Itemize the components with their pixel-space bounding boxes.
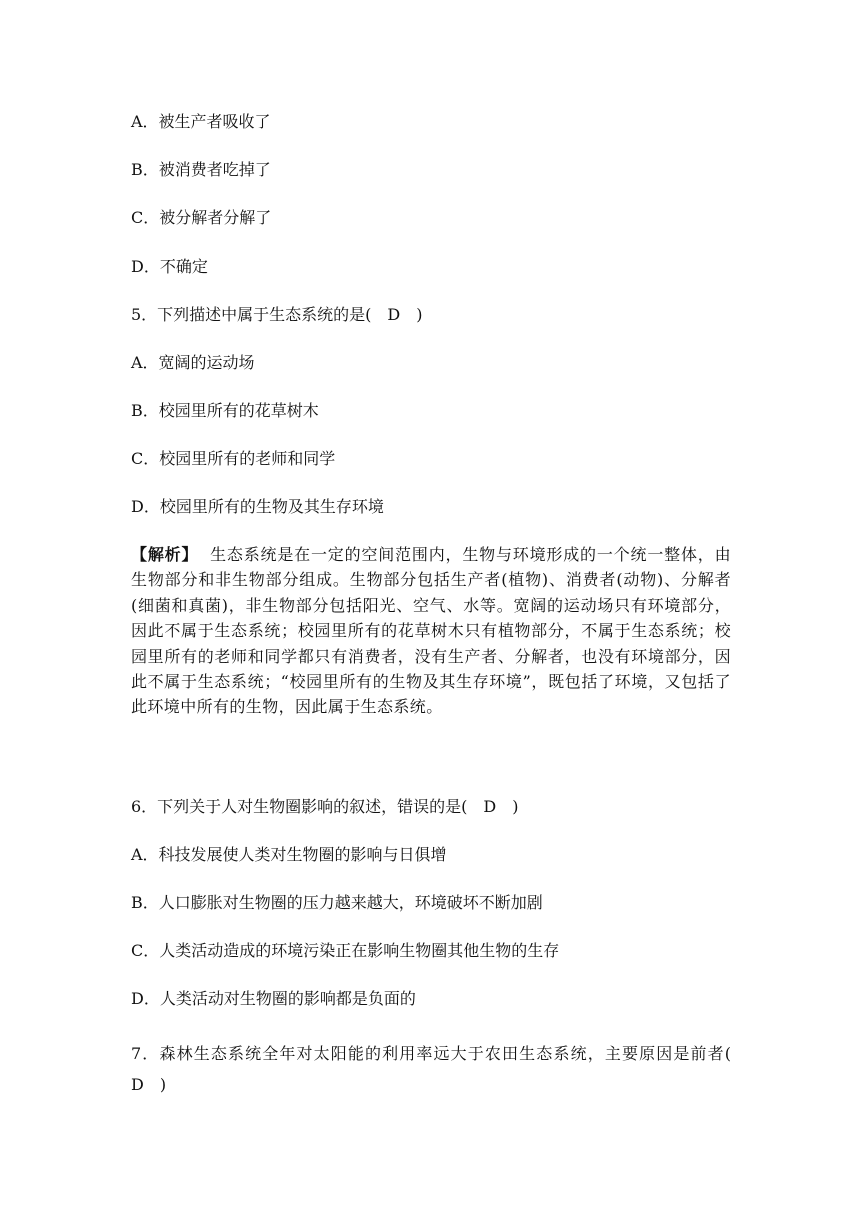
q5-option-c: C．校园里所有的老师和同学 (131, 449, 336, 468)
q4-option-b: B．被消费者吃掉了 (131, 160, 271, 179)
q6-stem: 6．下列关于人对生物圈影响的叙述，错误的是( D ) (131, 797, 519, 816)
q6-option-d: D．人类活动对生物圈的影响都是负面的 (131, 989, 416, 1008)
q5-stem: 5．下列描述中属于生态系统的是( D ) (131, 305, 423, 324)
q4-option-d: D．不确定 (131, 257, 208, 276)
q7-stem: 7．森林生态系统全年对太阳能的利用率远大于农田生态系统，主要原因是前者( D ) (131, 1044, 748, 1094)
q4-option-a: A．被生产者吸收了 (131, 112, 271, 131)
analysis-label: 【解析】 (131, 545, 199, 564)
q6-option-b: B．人口膨胀对生物圈的压力越来越大，环境破坏不断加剧 (131, 893, 543, 912)
q6-option-a: A．科技发展使人类对生物圈的影响与日俱增 (131, 845, 447, 864)
q5-option-b: B．校园里所有的花草树木 (131, 401, 319, 420)
q6-option-c: C．人类活动造成的环境污染正在影响生物圈其他生物的生存 (131, 941, 560, 960)
q5-option-a: A．宽阔的运动场 (131, 353, 255, 372)
q5-analysis (131, 542, 731, 720)
q4-option-c: C．被分解者分解了 (131, 208, 272, 227)
q5-option-d: D．校园里所有的生物及其生存环境 (131, 497, 384, 516)
analysis-text: 生态系统是在一定的空间范围内，生物与环境形成的一个统一整体，由生物部分和非生物部分组成。生物部分包括生产者(植物)、消费者(动物)、分解者(细菌和真菌)，非生物部分包括阳光、空气、水等。宽阔的运动场只有环境部分，因此不属于生态系统；校园里所有的花草树木只有植物部分，不属于生态系统；校园里所有的老师和同学都只有消费者，没有生产者、分解者，也没有环境部分，因此不属于生态系统；“校园里所有的生物及其生存环境”，既包括了环境，又包括了此环境中所有的生物，因此属于生态系统。 (131, 545, 731, 717)
